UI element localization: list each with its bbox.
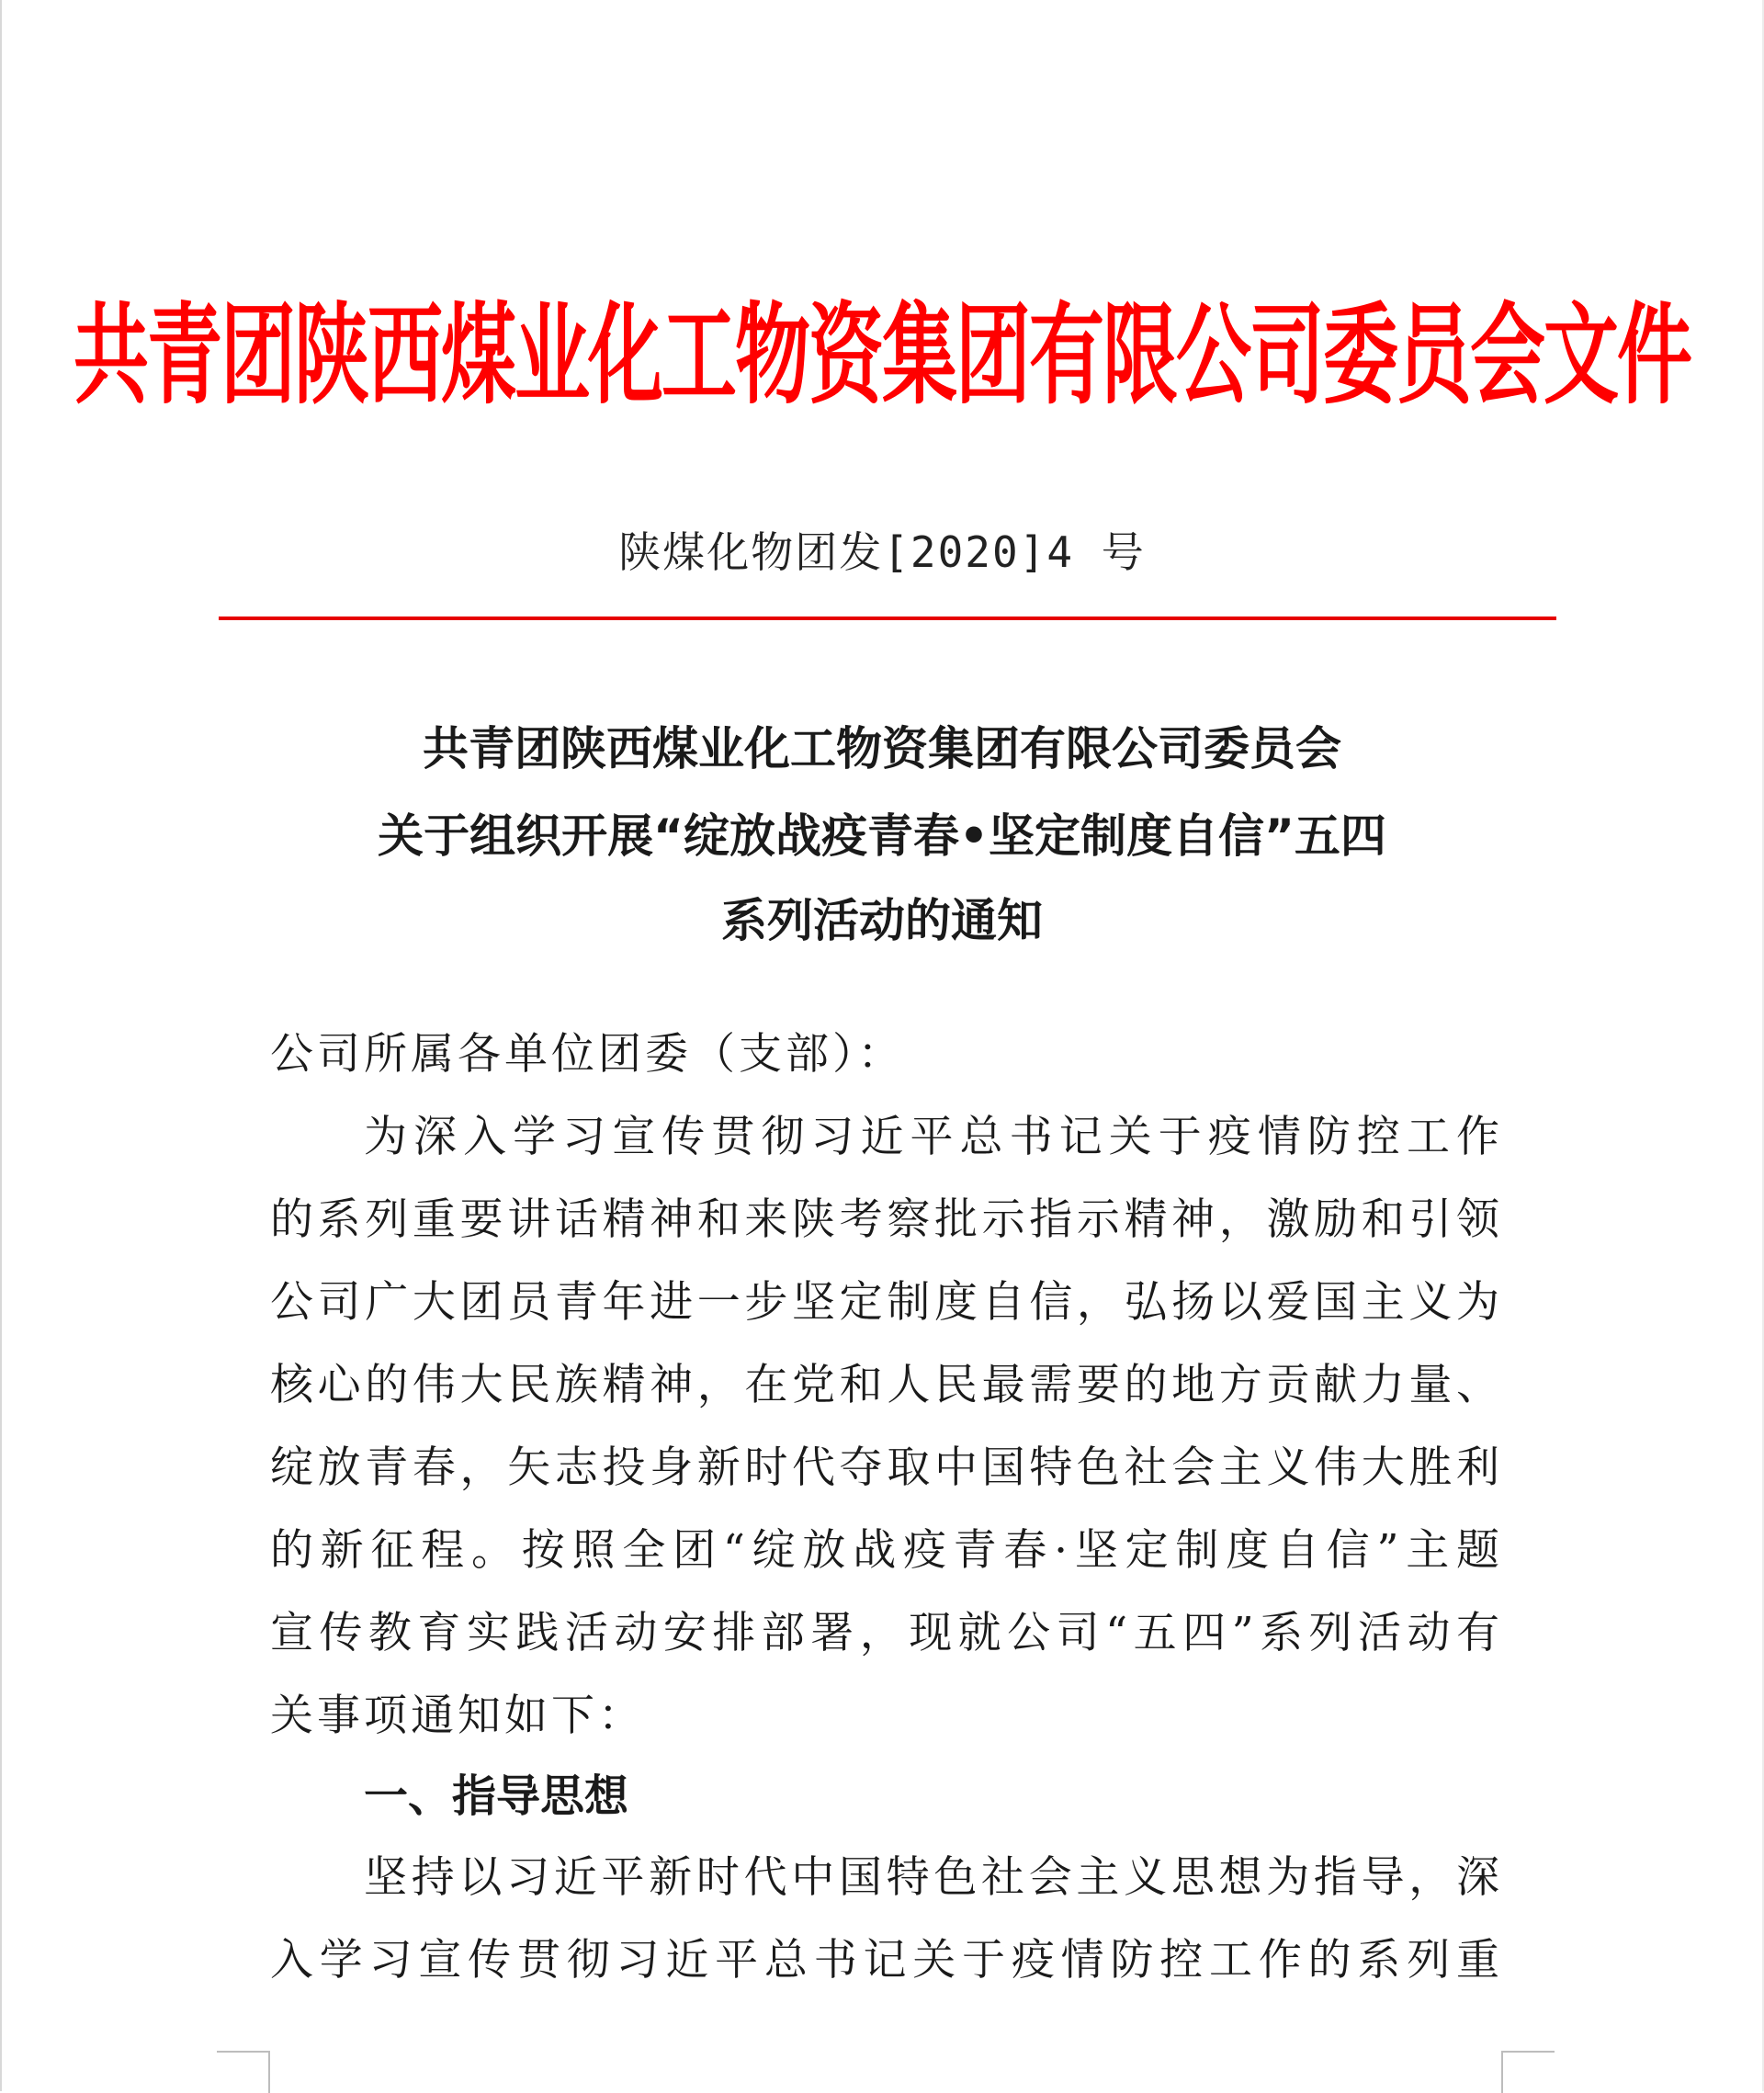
title-line-2: 关于组织开展“绽放战疫青春•坚定制度自信”五四 <box>378 809 1386 863</box>
body-line-7: 宣传教育实践活动安排部署，现就公司“五四”系列活动有 <box>270 1608 1499 1658</box>
document-number: 陕煤化物团发[2020]4 号 <box>618 527 1146 577</box>
section1-line-1: 坚持以习近平新时代中国特色社会主义思想为指导，深 <box>364 1852 1499 1903</box>
body-line-5: 绽放青春，矢志投身新时代夺取中国特色社会主义伟大胜利 <box>270 1442 1499 1493</box>
salutation: 公司所属各单位团委（支部）： <box>270 1029 905 1080</box>
red-separator-line <box>219 617 1556 620</box>
crop-mark-left <box>217 2051 270 2093</box>
body-line-2: 的系列重要讲话精神和来陕考察批示指示精神，激励和引领 <box>270 1194 1499 1245</box>
body-line-1: 为深入学习宣传贯彻习近平总书记关于疫情防控工作 <box>364 1112 1499 1162</box>
title-line-3: 系列活动的通知 <box>721 894 1043 947</box>
page-left-border <box>0 0 2 2091</box>
title-line-1: 共青团陕西煤业化工物资集团有限公司委员会 <box>423 722 1341 775</box>
crop-mark-right <box>1501 2051 1555 2093</box>
body-line-8: 关事项通知如下： <box>270 1691 645 1741</box>
body-line-3: 公司广大团员青年进一步坚定制度自信，弘扬以爱国主义为 <box>270 1277 1499 1328</box>
issuer-red-banner: 共青团陕西煤业化工物资集团有限公司委员会文件 <box>74 292 1691 420</box>
section-heading-guiding-ideology: 一、指导思想 <box>364 1771 629 1822</box>
body-line-6: 的新征程。按照全团“绽放战疫青春·坚定制度自信”主题 <box>270 1525 1499 1576</box>
section1-line-2: 入学习宣传贯彻习近平总书记关于疫情防控工作的系列重 <box>270 1935 1499 1986</box>
body-line-4: 核心的伟大民族精神，在党和人民最需要的地方贡献力量、 <box>270 1360 1499 1410</box>
